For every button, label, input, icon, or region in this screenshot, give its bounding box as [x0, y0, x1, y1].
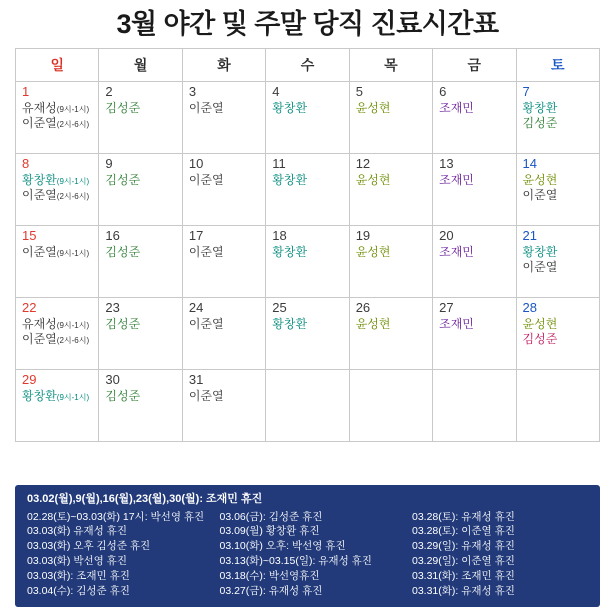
duty-doctor-name: 황창환 [522, 100, 558, 115]
duty-doctor-list [356, 173, 427, 188]
day-number: 22 [22, 299, 37, 315]
page-title: 3월 야간 및 주말 당직 진료시간표 [116, 9, 499, 39]
duty-doctor-name: 황창환 [522, 244, 558, 259]
weekday-header-thu: 목 [349, 48, 432, 81]
notes-footer [15, 485, 600, 607]
note-line: 03.10(화) 오후: 박선영 휴진 [219, 540, 346, 553]
day-number: 4 [272, 83, 280, 99]
duty-hours: (9시-1시) [56, 248, 90, 258]
note-line: 03.04(수): 김성준 휴진 [27, 585, 130, 598]
day-number: 25 [272, 299, 287, 315]
note-line: 03.27(금): 유재성 휴진 [219, 585, 323, 598]
note-line: 03.29(일): 이준열 휴진 [412, 555, 515, 568]
day-number: 18 [272, 227, 287, 243]
duty-doctor-name: 황창환(9시-1시) [22, 388, 90, 403]
calendar-day-cell[interactable] [349, 297, 432, 369]
duty-doctor-name: 이준열 [522, 187, 558, 202]
duty-doctor-name: 이준열 [522, 259, 558, 274]
duty-doctor-list [189, 173, 260, 188]
weekday-header-row [16, 48, 600, 81]
day-number: 1 [22, 83, 30, 99]
duty-doctor-name: 김성준 [105, 388, 141, 403]
duty-doctor-name: 유재성(9시-1시) [22, 100, 90, 115]
calendar-cell-empty [516, 369, 599, 441]
duty-doctor-name: 이준열(9시-1시) [22, 244, 90, 259]
calendar-day-cell[interactable] [16, 225, 99, 297]
duty-doctor-list [356, 245, 427, 260]
note-line: 03.28(토): 유재성 휴진 [412, 510, 515, 523]
duty-doctor-list [523, 245, 594, 275]
duty-doctor-name: 윤성현 [355, 172, 391, 187]
duty-doctor-name: 이준열(2시-6시) [22, 115, 90, 130]
calendar-day-cell[interactable] [349, 225, 432, 297]
weekday-header-mon: 월 [99, 48, 182, 81]
duty-doctor-name: 조재민 [439, 316, 474, 331]
duty-doctor-list [22, 101, 93, 131]
calendar-day-cell[interactable] [99, 225, 182, 297]
duty-doctor-name: 김성준 [105, 316, 141, 331]
calendar-day-cell[interactable] [433, 153, 516, 225]
calendar-week-row [16, 153, 600, 225]
calendar-day-cell[interactable] [266, 297, 349, 369]
day-number: 15 [22, 227, 37, 243]
calendar-day-cell[interactable] [516, 225, 599, 297]
duty-doctor-list [189, 245, 260, 260]
duty-doctor-list [22, 389, 93, 404]
duty-doctor-name: 조재민 [439, 172, 474, 187]
notes-column-1 [27, 510, 210, 599]
calendar-cell-empty [433, 369, 516, 441]
day-number: 11 [272, 155, 286, 171]
weekday-header-sat: 토 [516, 48, 599, 81]
day-number: 27 [439, 299, 454, 315]
duty-doctor-list [439, 317, 510, 332]
day-number: 21 [522, 227, 537, 243]
duty-hours: (2시-6시) [56, 335, 90, 345]
duty-doctor-list [22, 173, 93, 203]
note-line: 03.13(화)~03.15(일): 유재성 휴진 [219, 555, 372, 568]
note-line: 03.03(화) 유재성 휴진 [27, 525, 127, 538]
note-line: 03.29(일): 유재성 휴진 [412, 540, 515, 553]
duty-doctor-name: 윤성현 [355, 244, 391, 259]
duty-doctor-name: 김성준 [522, 115, 558, 130]
weekday-header-wed: 수 [266, 48, 349, 81]
duty-hours: (2시-6시) [56, 119, 90, 129]
note-line: 03.06(금): 김성준 휴진 [219, 510, 323, 523]
calendar-day-cell[interactable] [266, 81, 349, 153]
calendar-day-cell[interactable] [349, 153, 432, 225]
duty-hours: (9시-1시) [56, 176, 90, 186]
duty-doctor-name: 유재성(9시-1시) [22, 316, 90, 331]
duty-doctor-name: 황창환(9시-1시) [22, 172, 90, 187]
note-line: 02.28(토)~03.03(화) 17시: 박선영 휴진 [27, 510, 205, 523]
day-number: 13 [439, 155, 454, 171]
duty-doctor-list [22, 245, 93, 260]
calendar-body [16, 81, 600, 441]
note-line: 03.03(화): 조재민 휴진 [27, 570, 130, 583]
day-number: 12 [355, 155, 371, 171]
duty-hours: (9시-1시) [56, 320, 90, 330]
calendar-day-cell[interactable] [516, 81, 599, 153]
duty-doctor-list [105, 245, 176, 260]
calendar-cell-empty [349, 369, 432, 441]
duty-doctor-name: 황창환 [272, 100, 308, 115]
duty-doctor-list [105, 101, 176, 116]
note-line: 03.28(토): 이준열 휴진 [412, 525, 515, 538]
day-number: 17 [188, 227, 204, 243]
duty-doctor-list [189, 317, 260, 332]
day-number: 24 [188, 299, 204, 315]
duty-doctor-list [272, 173, 343, 188]
day-number: 2 [105, 83, 113, 99]
duty-doctor-list [439, 245, 510, 260]
calendar-week-row [16, 297, 600, 369]
note-line: 03.09(월) 황창환 휴진 [219, 525, 320, 538]
duty-doctor-list [189, 389, 260, 404]
duty-doctor-list [272, 317, 343, 332]
duty-doctor-name: 김성준 [105, 172, 141, 187]
calendar-day-cell[interactable] [182, 153, 265, 225]
duty-doctor-name: 조재민 [439, 244, 474, 259]
duty-doctor-name: 이준열 [188, 388, 224, 403]
note-line: 03.31(화): 조재민 휴진 [412, 570, 515, 583]
calendar-week-row [16, 81, 600, 153]
duty-doctor-list [22, 317, 93, 347]
calendar-day-cell[interactable] [16, 153, 99, 225]
duty-doctor-name: 이준열 [188, 316, 224, 331]
note-line: 03.31(화): 유재성 휴진 [412, 585, 515, 598]
calendar-day-cell[interactable] [182, 225, 265, 297]
weekday-header-tue: 화 [182, 48, 265, 81]
day-number: 9 [105, 155, 113, 171]
notes-column-2 [220, 510, 403, 599]
calendar-day-cell[interactable] [182, 297, 265, 369]
calendar-day-cell[interactable] [16, 81, 99, 153]
duty-doctor-name: 이준열 [188, 172, 224, 187]
calendar-day-cell[interactable] [182, 81, 265, 153]
notes-topline: 03.02(월),9(월),16(월),23(월),30(월): 조재민 휴진 [27, 492, 263, 505]
day-number: 16 [105, 227, 120, 243]
calendar-day-cell[interactable] [99, 153, 182, 225]
duty-doctor-name: 김성준 [522, 331, 558, 346]
duty-doctor-list [189, 101, 260, 116]
day-number: 19 [355, 227, 371, 243]
duty-doctor-name: 이준열 [188, 100, 224, 115]
day-number: 3 [188, 83, 197, 99]
day-number: 26 [355, 299, 371, 315]
duty-hours: (9시-1시) [56, 392, 90, 402]
duty-doctor-list [356, 101, 427, 116]
duty-doctor-list [523, 173, 594, 203]
calendar-day-cell[interactable] [16, 369, 99, 441]
calendar-day-cell[interactable] [266, 153, 349, 225]
weekday-header-fri: 금 [433, 48, 516, 81]
duty-doctor-name: 윤성현 [355, 316, 391, 331]
day-number: 28 [522, 299, 537, 315]
duty-doctor-name: 김성준 [105, 100, 141, 115]
duty-hours: (9시-1시) [56, 104, 90, 114]
day-number: 31 [188, 371, 204, 387]
day-number: 20 [439, 227, 454, 243]
duty-doctor-name: 황창환 [272, 244, 308, 259]
calendar-day-cell[interactable] [349, 81, 432, 153]
notes-column-3 [412, 510, 590, 599]
calendar-day-cell[interactable] [16, 297, 99, 369]
duty-doctor-list [105, 317, 176, 332]
day-number: 30 [105, 371, 120, 387]
duty-calendar-table [15, 48, 600, 442]
day-number: 8 [22, 155, 30, 171]
duty-doctor-list [523, 101, 594, 131]
note-line: 03.03(화) 박선영 휴진 [27, 555, 127, 568]
calendar-week-row [16, 225, 600, 297]
note-line: 03.03(화) 오후 김성준 휴진 [27, 540, 151, 553]
day-number: 23 [105, 299, 120, 315]
duty-doctor-name: 김성준 [105, 244, 141, 259]
duty-doctor-list [105, 173, 176, 188]
duty-doctor-list [272, 101, 343, 116]
duty-doctor-name: 이준열(2시-6시) [22, 331, 90, 346]
day-number: 14 [522, 155, 537, 171]
duty-doctor-name: 황창환 [272, 316, 308, 331]
duty-doctor-list [439, 101, 510, 116]
calendar-day-cell[interactable] [99, 81, 182, 153]
day-number: 6 [439, 83, 447, 99]
day-number: 7 [522, 83, 530, 99]
weekday-header-sun: 일 [16, 48, 99, 81]
duty-doctor-list [523, 317, 594, 347]
calendar-day-cell[interactable] [433, 81, 516, 153]
calendar-cell-empty [266, 369, 349, 441]
calendar-day-cell[interactable] [433, 225, 516, 297]
duty-doctor-name: 윤성현 [522, 172, 558, 187]
duty-doctor-name: 윤성현 [522, 316, 558, 331]
duty-doctor-name: 이준열 [188, 244, 224, 259]
calendar-day-cell[interactable] [99, 297, 182, 369]
day-number: 10 [188, 155, 204, 171]
duty-doctor-name: 이준열(2시-6시) [22, 187, 90, 202]
notes-columns [27, 510, 590, 599]
duty-doctor-list [439, 173, 510, 188]
day-number: 5 [355, 83, 363, 99]
day-number: 29 [22, 371, 37, 387]
duty-hours: (2시-6시) [56, 191, 90, 201]
duty-doctor-list [272, 245, 343, 260]
duty-doctor-name: 조재민 [439, 100, 474, 115]
calendar-day-cell[interactable] [433, 297, 516, 369]
calendar-day-cell[interactable] [99, 369, 182, 441]
calendar-day-cell[interactable] [516, 153, 599, 225]
calendar-week-row [16, 369, 600, 441]
duty-doctor-list [105, 389, 176, 404]
duty-doctor-name: 황창환 [272, 172, 308, 187]
calendar-day-cell[interactable] [266, 225, 349, 297]
duty-doctor-name: 윤성현 [355, 100, 391, 115]
note-line: 03.18(수): 박선영휴진 [219, 570, 320, 583]
calendar-day-cell[interactable] [516, 297, 599, 369]
calendar-day-cell[interactable] [182, 369, 265, 441]
duty-doctor-list [356, 317, 427, 332]
